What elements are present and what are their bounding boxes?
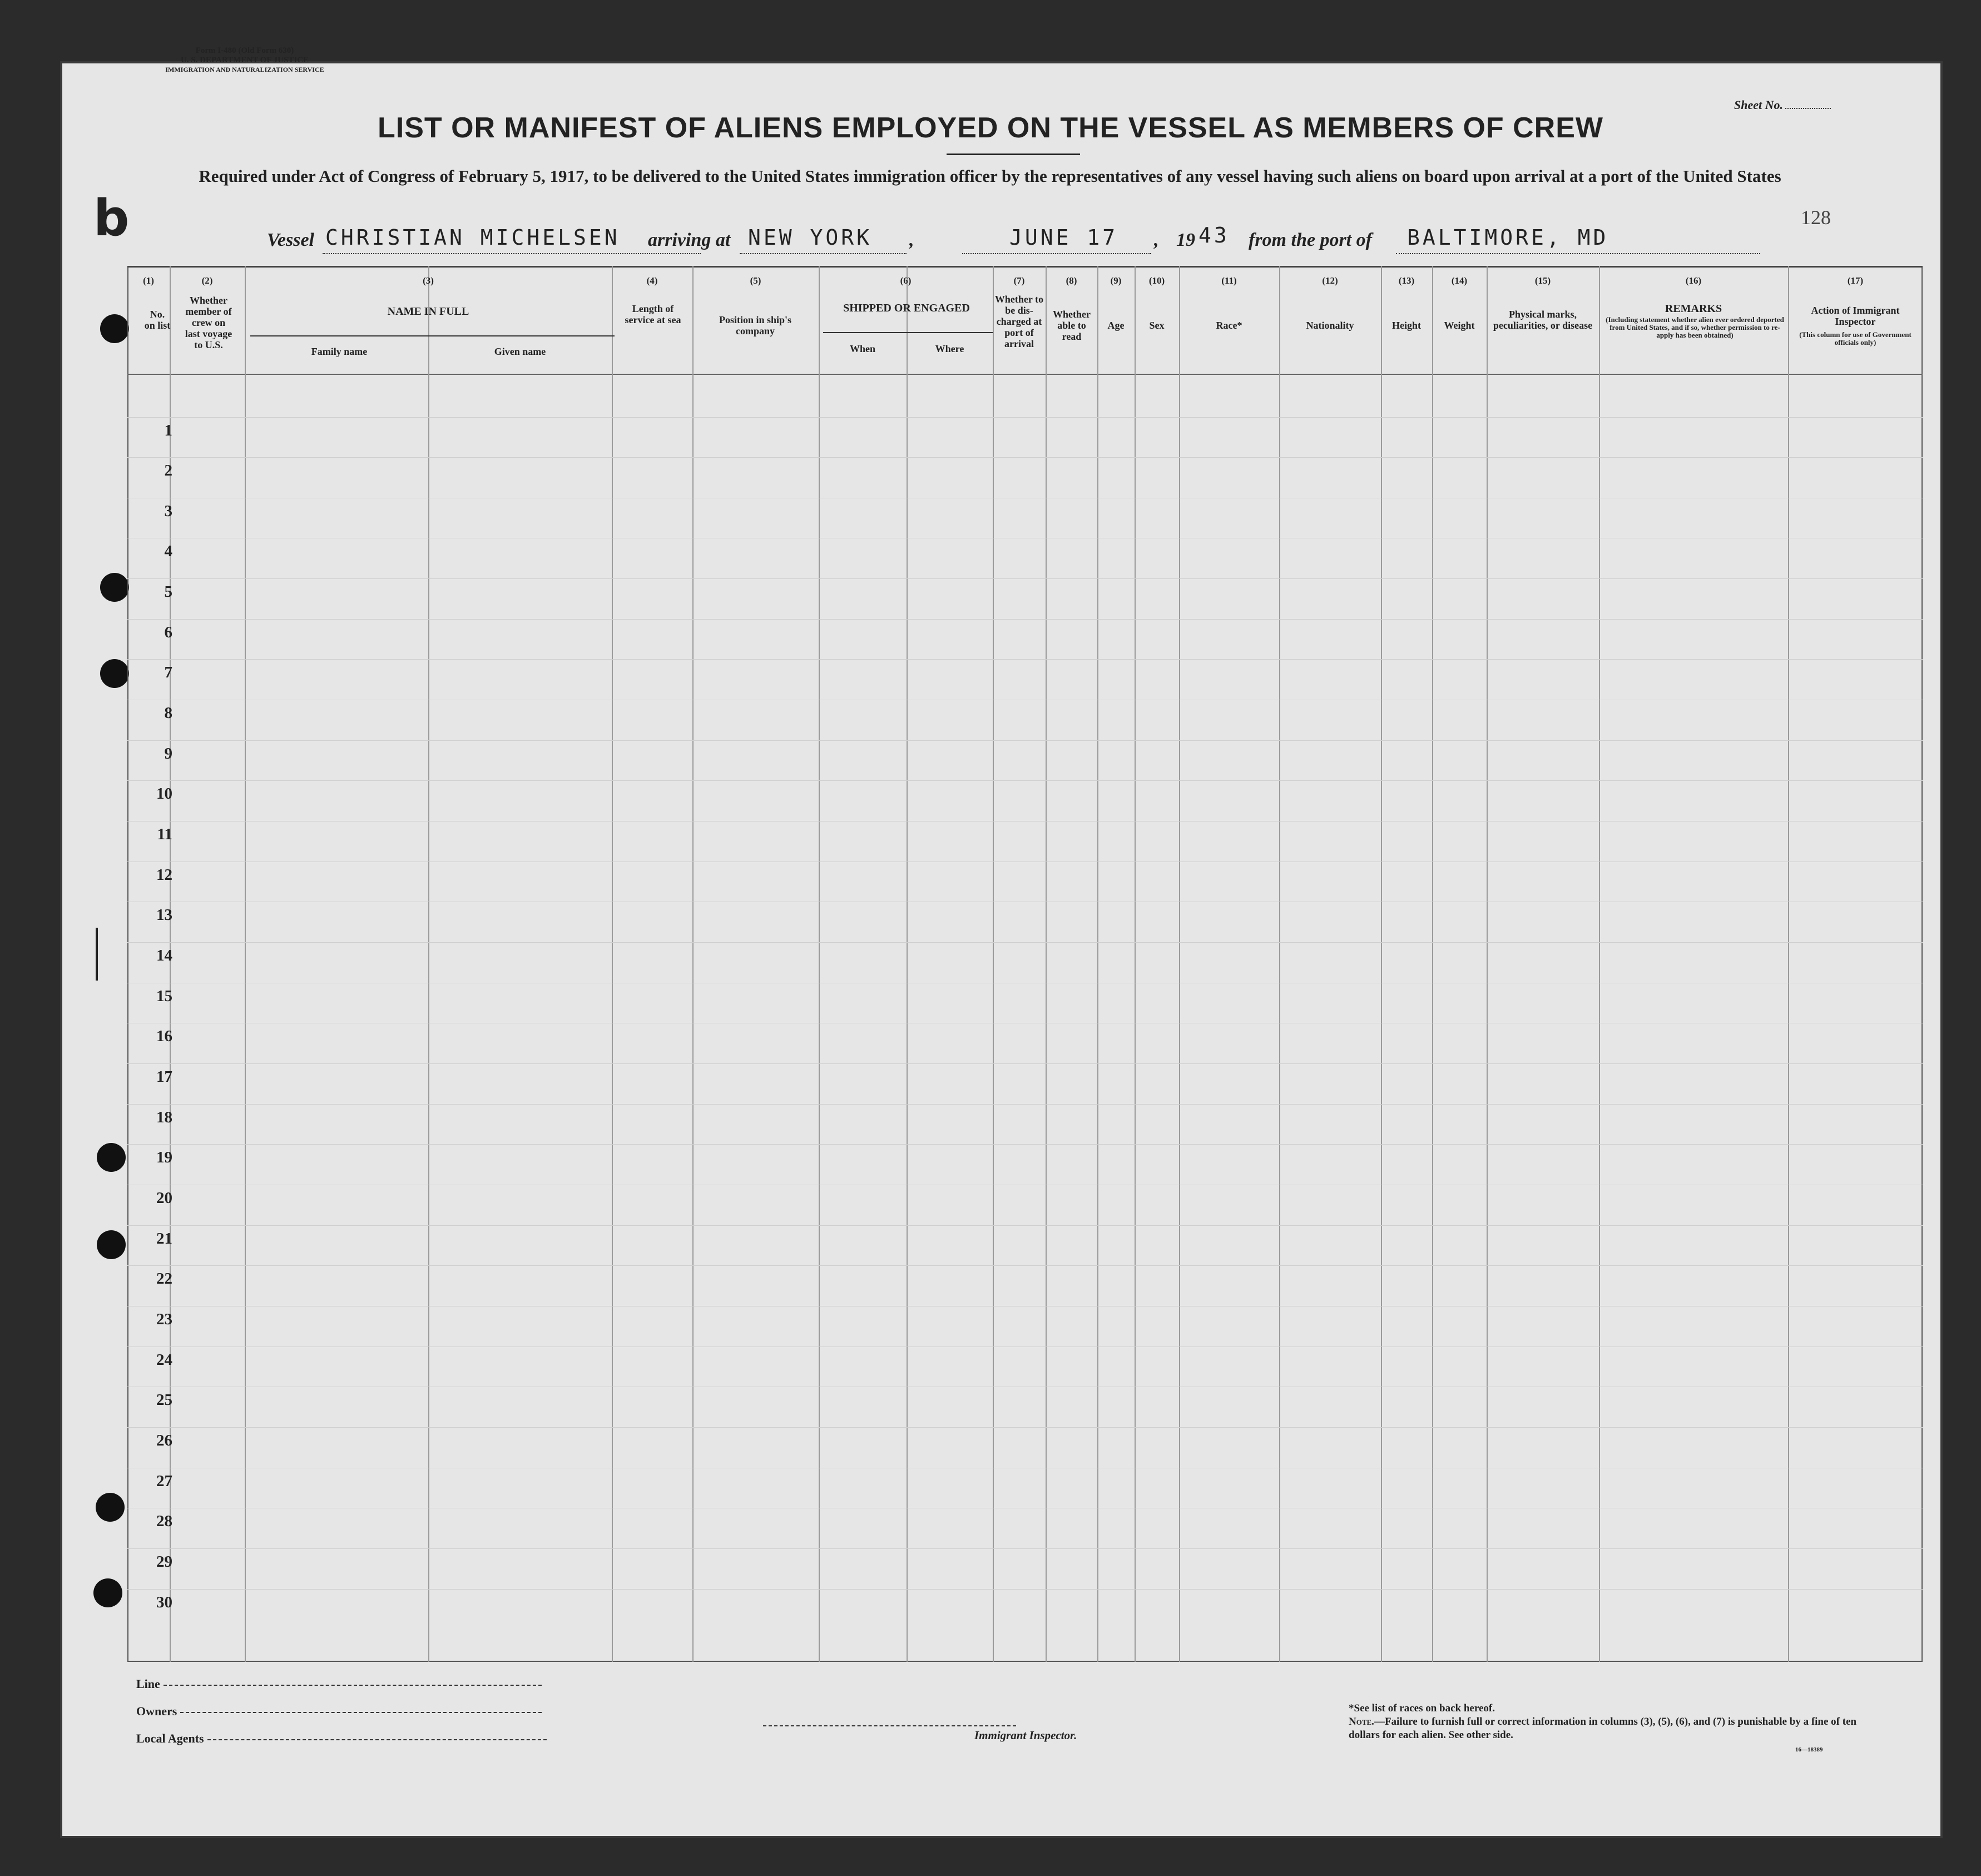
arrival-port: NEW YORK <box>748 225 873 250</box>
row-number: 27 <box>156 1472 172 1490</box>
from-label: from the port of <box>1249 230 1372 250</box>
row-number: 19 <box>156 1149 172 1166</box>
column-number: (13) <box>1398 275 1415 286</box>
header-able-to-read: Whether able to read <box>1053 309 1091 342</box>
row-number: 22 <box>156 1270 172 1288</box>
punch-hole <box>96 1493 125 1522</box>
row-number: 26 <box>156 1432 172 1449</box>
page-subtitle: Required under Act of Congress of February 5, 1917, to be delivered to the United States immigration officer by the representatives of any vessel having such aliens on board upon arrival at a port of the United States <box>199 166 1781 186</box>
line-signature: Line <box>136 1677 542 1691</box>
header-where: Where <box>935 343 964 354</box>
row-number: 9 <box>164 745 172 763</box>
inspector-label: Immigrant Inspector. <box>974 1729 1077 1742</box>
crew-table <box>127 266 1923 1662</box>
arrival-year: 43 <box>1198 223 1230 248</box>
punch-hole <box>97 1230 126 1259</box>
column-number: (12) <box>1322 275 1338 286</box>
vessel-label: Vessel <box>267 230 314 250</box>
row-number: 28 <box>156 1512 172 1530</box>
header-age: Age <box>1107 320 1125 331</box>
column-number: (5) <box>750 275 761 286</box>
header-family-name: Family name <box>311 346 368 357</box>
header-shipped-engaged: SHIPPED OR ENGAGED <box>843 302 970 314</box>
header-when: When <box>849 343 875 354</box>
column-number: (4) <box>646 275 658 286</box>
header-top-rule <box>127 266 1923 268</box>
title-underline <box>947 154 1080 155</box>
column-number: (10) <box>1148 275 1165 286</box>
row-number: 23 <box>156 1310 172 1328</box>
row-number: 13 <box>156 906 172 924</box>
row-number: 25 <box>156 1391 172 1409</box>
row-number: 17 <box>156 1068 172 1086</box>
header-height: Height <box>1392 320 1421 331</box>
column-number: (6) <box>900 275 912 286</box>
row-number: 30 <box>156 1593 172 1611</box>
local-agents-signature: Local Agents <box>136 1731 547 1746</box>
header-sex: Sex <box>1149 320 1165 331</box>
column-number: (2) <box>201 275 213 286</box>
header-bottom-rule <box>127 374 1923 375</box>
row-number: 24 <box>156 1351 172 1369</box>
departure-port: BALTIMORE, MD <box>1407 225 1609 250</box>
column-number: (17) <box>1847 275 1864 286</box>
header-race: Race* <box>1216 320 1242 331</box>
row-number: 8 <box>164 704 172 722</box>
row-number: 14 <box>156 947 172 964</box>
row-number: 1 <box>164 422 172 439</box>
column-number: (1) <box>143 275 154 286</box>
vessel-line: Vessel CHRISTIAN MICHELSEN arriving at NEW YORK , JUNE 17 , 19 43 from the port of BALTIMORE, MD <box>261 225 1763 259</box>
margin-tick <box>96 928 98 981</box>
column-number: (9) <box>1110 275 1122 286</box>
header-given-name: Given name <box>494 346 546 357</box>
row-number: 20 <box>156 1189 172 1207</box>
row-number: 12 <box>156 866 172 884</box>
row-number: 7 <box>164 664 172 681</box>
row-number: 29 <box>156 1553 172 1571</box>
punch-hole <box>93 1578 122 1607</box>
header-length-service: Length of service at sea <box>625 303 681 325</box>
punch-hole <box>100 573 129 602</box>
margin-letter: b <box>93 189 130 248</box>
arriving-label: arriving at <box>648 230 731 250</box>
column-number: (8) <box>1066 275 1077 286</box>
row-number: 21 <box>156 1230 172 1248</box>
punch-hole <box>100 314 129 343</box>
header-name-in-full: NAME IN FULL <box>387 305 469 318</box>
row-number: 6 <box>164 623 172 641</box>
inspector-signature-line <box>763 1725 1016 1726</box>
header-discharged: Whether to be dis-charged at port of arrival <box>994 294 1044 349</box>
punch-hole <box>97 1143 126 1172</box>
row-number: 18 <box>156 1108 172 1126</box>
footnotes: *See list of races on back hereof. Note.—Failure to furnish full or correct information in columns (3), (5), (6), and (7) is punishable by a fine of ten dollars for each alien. See other side. <box>1349 1702 1857 1741</box>
column-number: (15) <box>1534 275 1551 286</box>
column-number: (3) <box>423 275 434 286</box>
arrival-date: JUNE 17 <box>1009 225 1118 250</box>
header-remarks: REMARKS <box>1665 303 1722 315</box>
header-inspector-action: Action of Immigrant Inspector <box>1811 305 1900 327</box>
header-physical-marks: Physical marks, peculiarities, or disease <box>1493 309 1593 331</box>
header-nationality: Nationality <box>1306 320 1354 331</box>
column-number: (7) <box>1013 275 1025 286</box>
row-number: 4 <box>164 542 172 560</box>
row-number: 2 <box>164 462 172 479</box>
page-number: 128 <box>1801 206 1831 229</box>
header-no-on-list: No. on list <box>144 309 171 331</box>
row-number: 5 <box>164 583 172 601</box>
header-inspector-note: (This column for use of Government officials only) <box>1799 330 1911 347</box>
page-title: LIST OR MANIFEST OF ALIENS EMPLOYED ON THE VESSEL AS MEMBERS OF CREW <box>378 112 1603 144</box>
form-identifier: Form I-480 (Old Form 630) U. S. DEPARTMENT OF JUSTICE IMMIGRATION AND NATURALIZATION SERVICE <box>165 46 324 73</box>
row-number: 15 <box>156 987 172 1005</box>
header-last-voyage: Whether member of crew on last voyage to U.S. <box>185 295 232 350</box>
row-number: 11 <box>157 825 172 843</box>
vessel-name: CHRISTIAN MICHELSEN <box>325 225 620 250</box>
column-number: (11) <box>1221 275 1237 286</box>
column-number: (14) <box>1451 275 1468 286</box>
print-code: 16—18389 <box>1795 1746 1823 1753</box>
punch-hole <box>100 659 129 688</box>
header-remarks-note: (Including statement whether alien ever ordered deported from United States, and if so, whether permission to re-apply has been obtained) <box>1606 315 1784 339</box>
year-prefix: 19 <box>1176 230 1195 250</box>
header-position: Position in ship's company <box>719 314 792 336</box>
sheet-number: Sheet No. <box>1734 98 1831 112</box>
header-weight: Weight <box>1444 320 1475 331</box>
row-number: 16 <box>156 1027 172 1045</box>
column-number: (16) <box>1685 275 1702 286</box>
owners-signature: Owners <box>136 1704 542 1719</box>
row-number: 10 <box>156 785 172 803</box>
row-number: 3 <box>164 502 172 520</box>
